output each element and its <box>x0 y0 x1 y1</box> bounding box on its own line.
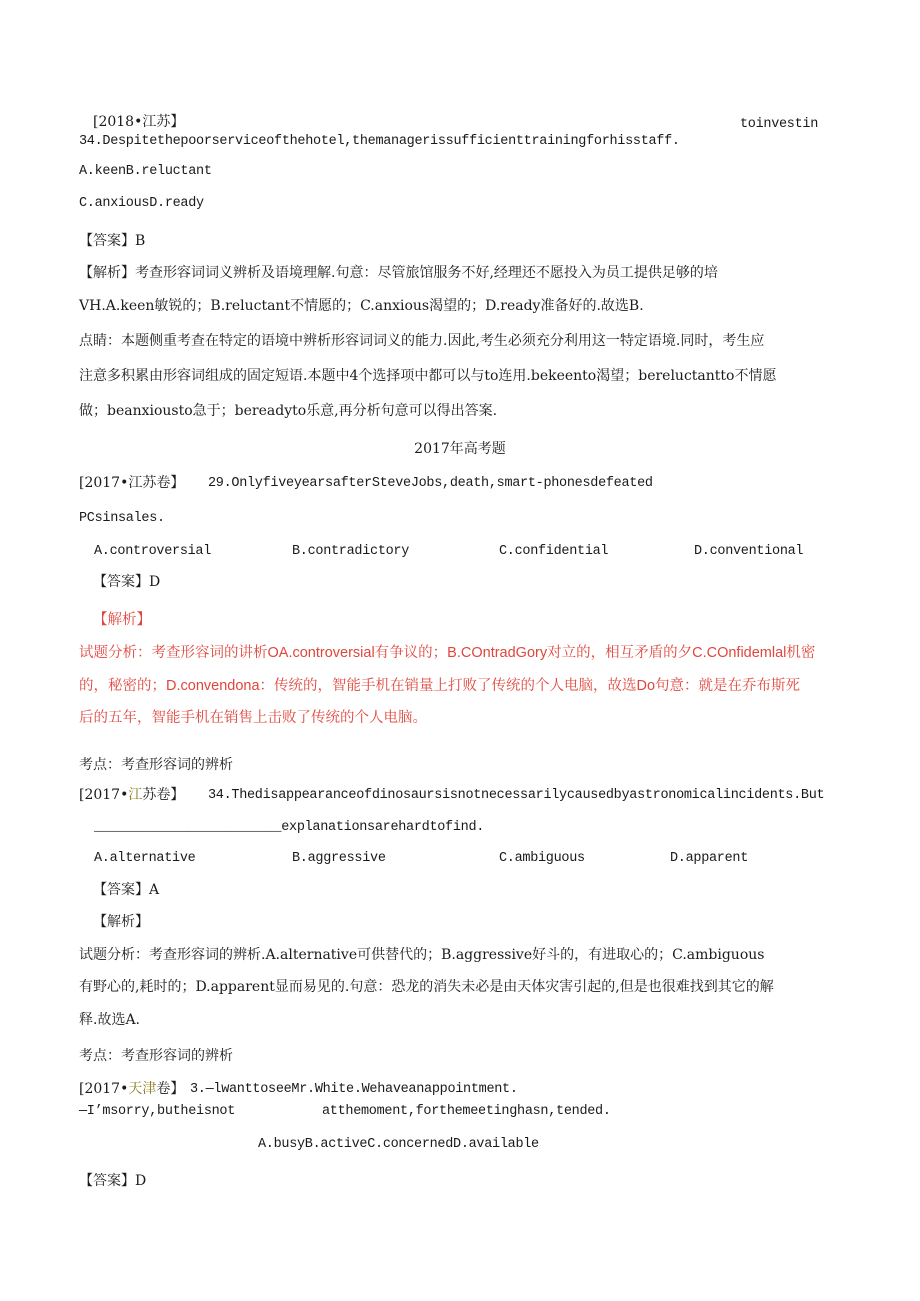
q34-option-b: B.aggressive <box>292 851 386 866</box>
tj-reply-end: atthemoment,forthemeetinghasn,tended. <box>322 1104 611 1119</box>
q29-explanation-line-1: 试题分析：考查形容词的讲析OA.controversial有争议的；B.COntradGory对立的，相互矛盾的夕C.COnfidemlal机密 <box>79 645 816 661</box>
q29-option-a: A.controversial <box>94 544 212 559</box>
q2018-note-line-1: 点睛：本题侧重考查在特定的语境中辨析形容词词义的能力.因此,考生必须充分利用这一特定语境.同时，考生应 <box>79 333 765 349</box>
tj-stem: 3.—lwanttoseeMr.White.Wehaveanappointment. <box>190 1082 518 1097</box>
q34-explanation-line-2: 有野心的,耗时的；D.apparent显而易见的.句意：恐龙的消失未必是由天体灾害引起的,但是也很难找到其它的解 <box>79 979 774 995</box>
q29-stem: 29.OnlyfiveyearsafterSteveJobs,death,smart-phonesdefeated <box>208 476 653 491</box>
q34-explanation-heading: 【解析】 <box>93 914 149 930</box>
q29-stem-line-2: PCsinsales. <box>79 511 165 526</box>
q2018-stem-tail: toinvestin <box>740 117 819 132</box>
q2018-options-ab: A.keenB.reluctant <box>79 164 212 179</box>
q2018-answer: 【答案】B <box>79 233 146 249</box>
q34-source-pre: [2017• <box>79 787 129 803</box>
q2018-stem: 34.Despitethepoorserviceofthehotel,themanagerissufficienttrainingforhisstaff. <box>79 134 680 149</box>
q2018-source: [2018•江苏】 <box>93 114 185 130</box>
q34-source-highlight: 江 <box>128 787 143 803</box>
tj-source-post: 卷】 <box>156 1081 185 1097</box>
q34-blank-line: ________________________explanationsarehardtofind. <box>94 820 485 835</box>
q29-source: [2017•江苏卷】 <box>79 475 185 491</box>
q2018-explanation-line-2: VH.A.keen敏锐的；B.reluctant不情愿的；C.anxious渴望的；D.ready准备好的.故选B. <box>79 298 644 314</box>
tj-source-pre: [2017• <box>79 1081 129 1097</box>
q29-answer: 【答案】D <box>93 574 161 590</box>
q2018-options-cd: C.anxiousD.ready <box>79 196 204 211</box>
q34-point: 考点：考查形容词的辨析 <box>79 1048 233 1064</box>
tj-source <box>79 1080 184 1098</box>
tj-answer: 【答案】D <box>79 1173 147 1189</box>
q29-option-d: D.conventional <box>694 544 804 559</box>
q2018-note-line-3: 做；beanxiousto急于；bereadyto乐意,再分析句意可以得出答案. <box>79 403 498 419</box>
q29-explanation-heading: 【解析】 <box>93 612 151 628</box>
q34-option-a: A.alternative <box>94 851 196 866</box>
q29-explanation-line-3: 后的五年，智能手机在销售上击败了传统的个人电脑。 <box>79 710 427 726</box>
q34-explanation-line-3: 释.故选A. <box>79 1012 141 1028</box>
section-title: 2017年高考题 <box>414 441 506 457</box>
q2018-note-line-2: 注意多积累由形容词组成的固定短语.本题中4个选择项中都可以与to连用.bekeento渴望；bereluctantto不情愿 <box>79 368 777 384</box>
q29-option-c: C.confidential <box>499 544 609 559</box>
tj-source-highlight: 天津 <box>128 1081 157 1097</box>
tj-options: A.busyB.activeC.concernedD.available <box>258 1137 539 1152</box>
q29-explanation-line-2: 的，秘密的；D.convendona：传统的，智能手机在销量上打败了传统的个人电脑，故选Do句意：就是在乔布斯死 <box>79 678 801 694</box>
q34-answer: 【答案】A <box>93 882 160 898</box>
q34-option-d: D.apparent <box>670 851 749 866</box>
q34-stem: 34.Thedisappearanceofdinosaursisnotnecessarilycausedbyastronomicalincidents.But <box>208 788 825 803</box>
q2018-explanation-line-1: 【解析】考查形容词词义辨析及语境理解.句意：尽管旅馆服务不好,经理还不愿投入为员工提供足够的培 <box>79 265 718 281</box>
tj-reply-start: —I’msorry,butheisnot <box>79 1104 236 1119</box>
q34-option-c: C.ambiguous <box>499 851 585 866</box>
q34-source <box>79 786 184 804</box>
q29-point: 考点：考查形容词的辨析 <box>79 757 233 773</box>
q34-source-post: 苏卷】 <box>142 787 185 803</box>
q29-option-b: B.contradictory <box>292 544 410 559</box>
q34-explanation-line-1: 试题分析：考查形容词的辨析.A.alternative可供替代的；B.aggressive好斗的，有进取心的；C.ambiguous <box>79 947 765 963</box>
